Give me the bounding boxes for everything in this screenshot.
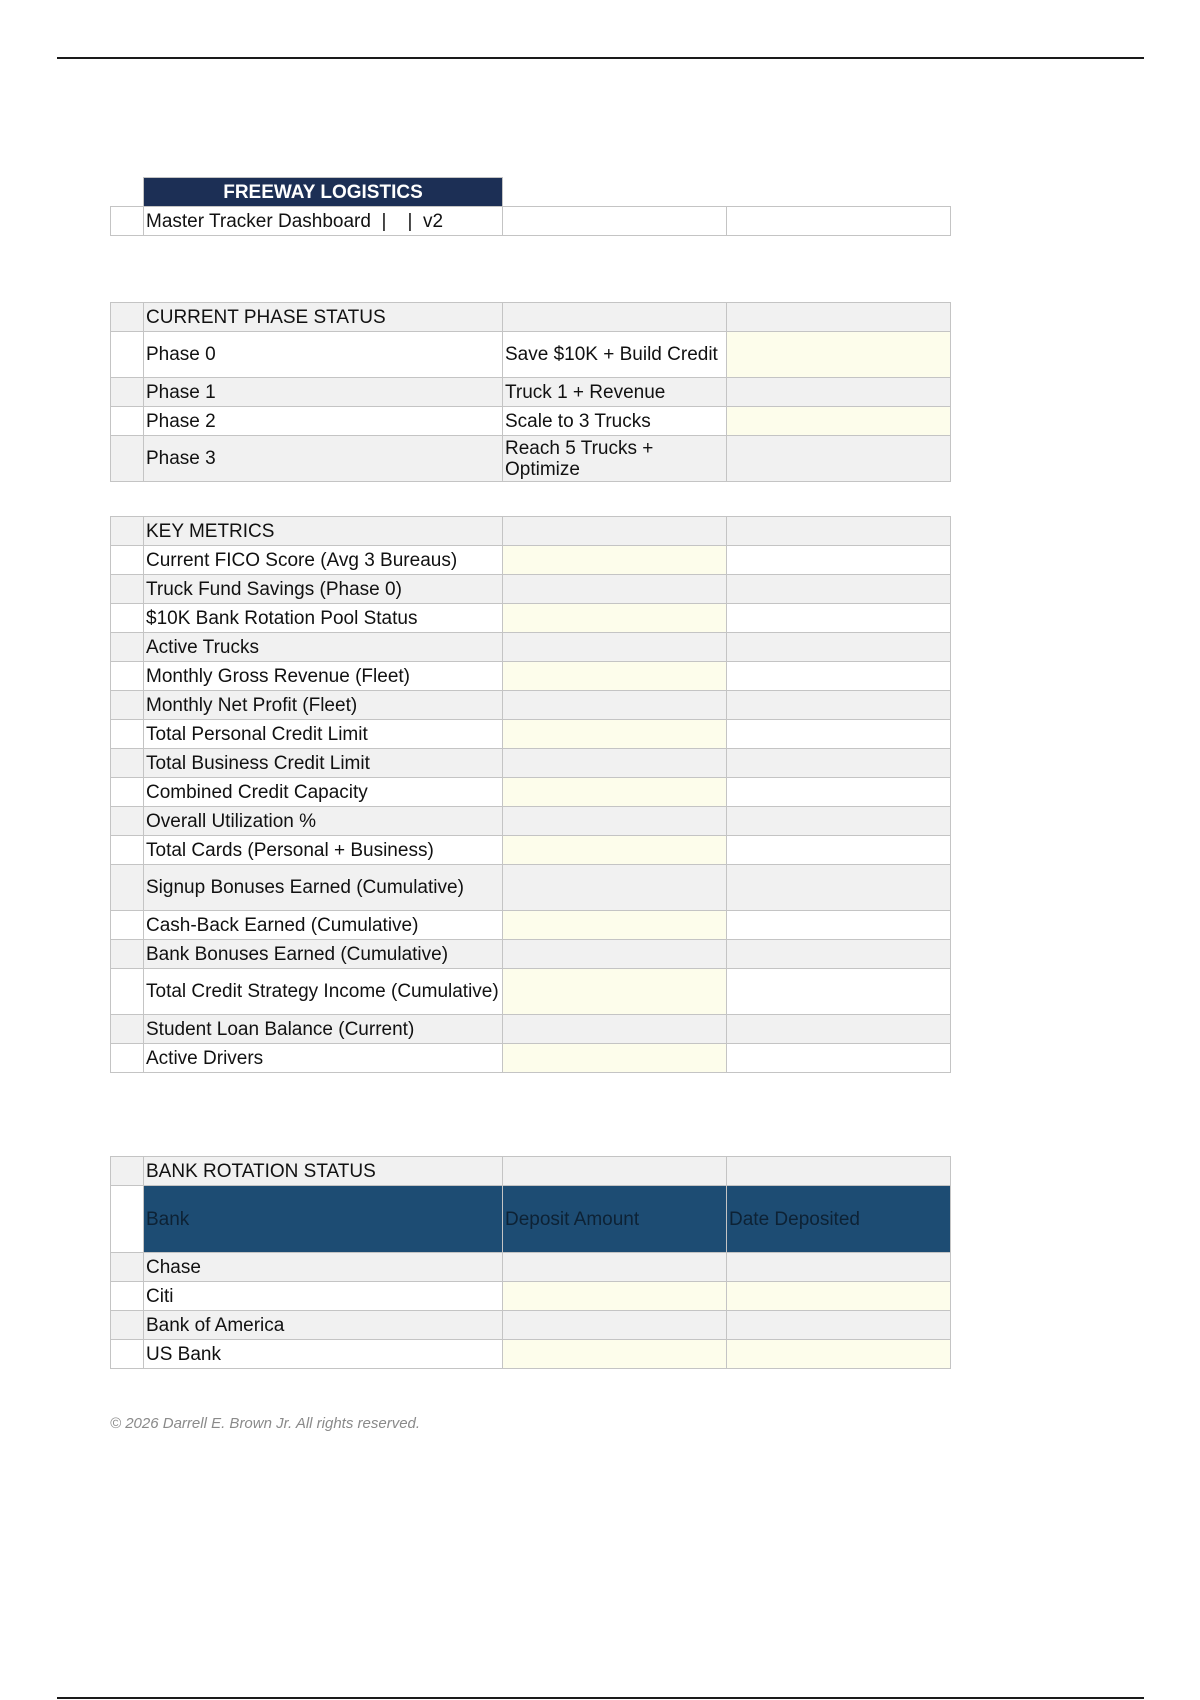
bank-rotation-table [110, 1156, 951, 1369]
metric-note-cell[interactable] [727, 807, 951, 836]
metric-value-cell[interactable] [503, 1044, 727, 1073]
bank-name: Citi [144, 1282, 503, 1311]
metric-row [111, 836, 951, 865]
company-title: FREEWAY LOGISTICS [144, 178, 503, 207]
phase-status-cell[interactable] [727, 407, 951, 436]
phase-status-cell[interactable] [727, 378, 951, 407]
metric-note-cell[interactable] [727, 1044, 951, 1073]
title-block [110, 177, 951, 236]
section-title: CURRENT PHASE STATUS [144, 303, 503, 332]
date-deposited-cell[interactable] [727, 1253, 951, 1282]
title-table [110, 177, 951, 236]
metric-row [111, 865, 951, 911]
metric-value-cell[interactable] [503, 749, 727, 778]
metric-row [111, 911, 951, 940]
metric-row [111, 749, 951, 778]
phase-status-cell[interactable] [727, 332, 951, 378]
metric-note-cell[interactable] [727, 1015, 951, 1044]
phase-goal: Scale to 3 Trucks [503, 407, 727, 436]
phase-name: Phase 1 [144, 378, 503, 407]
metric-label: Total Business Credit Limit [144, 749, 503, 778]
metric-row [111, 546, 951, 575]
metric-label: Active Drivers [144, 1044, 503, 1073]
metric-value-cell[interactable] [503, 575, 727, 604]
date-deposited-cell[interactable] [727, 1282, 951, 1311]
metric-value-cell[interactable] [503, 633, 727, 662]
date-deposited-cell[interactable] [727, 1340, 951, 1369]
bank-name: US Bank [144, 1340, 503, 1369]
bank-row [111, 1253, 951, 1282]
metric-value-cell[interactable] [503, 1015, 727, 1044]
metric-label: Signup Bonuses Earned (Cumulative) [144, 865, 503, 911]
phase-status-cell[interactable] [727, 436, 951, 482]
bottom-rule [57, 1697, 1144, 1699]
metric-row [111, 575, 951, 604]
metric-note-cell[interactable] [727, 778, 951, 807]
metric-label: $10K Bank Rotation Pool Status [144, 604, 503, 633]
metric-label: Combined Credit Capacity [144, 778, 503, 807]
bank-name: Bank of America [144, 1311, 503, 1340]
phase-goal: Save $10K + Build Credit [503, 332, 727, 378]
bank-name: Chase [144, 1253, 503, 1282]
metric-label: Bank Bonuses Earned (Cumulative) [144, 940, 503, 969]
metric-label: Overall Utilization % [144, 807, 503, 836]
phase-row [111, 407, 951, 436]
metric-value-cell[interactable] [503, 662, 727, 691]
bank-row [111, 1282, 951, 1311]
metric-label: Truck Fund Savings (Phase 0) [144, 575, 503, 604]
metric-value-cell[interactable] [503, 865, 727, 911]
metric-row [111, 940, 951, 969]
column-header-date-deposited: Date Deposited [727, 1186, 951, 1253]
phase-row [111, 332, 951, 378]
metric-note-cell[interactable] [727, 575, 951, 604]
metric-note-cell[interactable] [727, 749, 951, 778]
metric-value-cell[interactable] [503, 969, 727, 1015]
metric-row [111, 807, 951, 836]
metric-row [111, 633, 951, 662]
metric-label: Total Cards (Personal + Business) [144, 836, 503, 865]
key-metrics-table [110, 516, 951, 1073]
copyright-notice: © 2026 Darrell E. Brown Jr. All rights reserved. [110, 1415, 421, 1432]
metric-value-cell[interactable] [503, 778, 727, 807]
phase-goal: Reach 5 Trucks + Optimize [503, 436, 727, 482]
metric-note-cell[interactable] [727, 836, 951, 865]
phase-row [111, 378, 951, 407]
metric-value-cell[interactable] [503, 911, 727, 940]
date-deposited-cell[interactable] [727, 1311, 951, 1340]
bank-row [111, 1311, 951, 1340]
metric-note-cell[interactable] [727, 865, 951, 911]
metric-note-cell[interactable] [727, 940, 951, 969]
bank-row [111, 1340, 951, 1369]
dashboard-subtitle[interactable]: Master Tracker Dashboard | | v2 [144, 207, 503, 236]
deposit-amount-cell[interactable] [503, 1282, 727, 1311]
phase-row [111, 436, 951, 482]
deposit-amount-cell[interactable] [503, 1253, 727, 1282]
metric-row [111, 1044, 951, 1073]
phase-name: Phase 0 [144, 332, 503, 378]
metric-value-cell[interactable] [503, 691, 727, 720]
column-header-bank: Bank [144, 1186, 503, 1253]
metric-note-cell[interactable] [727, 969, 951, 1015]
metric-value-cell[interactable] [503, 807, 727, 836]
metric-note-cell[interactable] [727, 604, 951, 633]
metric-row [111, 778, 951, 807]
section-title: BANK ROTATION STATUS [144, 1157, 503, 1186]
metric-row [111, 720, 951, 749]
metric-value-cell[interactable] [503, 836, 727, 865]
metric-row [111, 969, 951, 1015]
column-header-deposit-amount: Deposit Amount [503, 1186, 727, 1253]
metric-label: Active Trucks [144, 633, 503, 662]
phase-status-table [110, 302, 951, 482]
metric-note-cell[interactable] [727, 633, 951, 662]
key-metrics-section [110, 516, 951, 1073]
metric-row [111, 662, 951, 691]
top-rule [57, 57, 1144, 59]
metric-label: Student Loan Balance (Current) [144, 1015, 503, 1044]
metric-note-cell[interactable] [727, 662, 951, 691]
metric-note-cell[interactable] [727, 546, 951, 575]
metric-note-cell[interactable] [727, 911, 951, 940]
deposit-amount-cell[interactable] [503, 1340, 727, 1369]
metric-label: Cash-Back Earned (Cumulative) [144, 911, 503, 940]
metric-label: Total Personal Credit Limit [144, 720, 503, 749]
metric-label: Current FICO Score (Avg 3 Bureaus) [144, 546, 503, 575]
bank-table-header [111, 1186, 951, 1253]
metric-value-cell[interactable] [503, 604, 727, 633]
metric-label: Monthly Net Profit (Fleet) [144, 691, 503, 720]
metric-row [111, 1015, 951, 1044]
phase-name: Phase 3 [144, 436, 503, 482]
metric-note-cell[interactable] [727, 720, 951, 749]
metric-value-cell[interactable] [503, 940, 727, 969]
metric-value-cell[interactable] [503, 720, 727, 749]
bank-rotation-section [110, 1156, 951, 1369]
metric-row [111, 691, 951, 720]
phase-goal: Truck 1 + Revenue [503, 378, 727, 407]
deposit-amount-cell[interactable] [503, 1311, 727, 1340]
metric-label: Monthly Gross Revenue (Fleet) [144, 662, 503, 691]
metric-label: Total Credit Strategy Income (Cumulative) [144, 969, 503, 1015]
phase-name: Phase 2 [144, 407, 503, 436]
section-title: KEY METRICS [144, 517, 503, 546]
phase-status-section [110, 302, 951, 482]
metric-note-cell[interactable] [727, 691, 951, 720]
metric-row [111, 604, 951, 633]
metric-value-cell[interactable] [503, 546, 727, 575]
